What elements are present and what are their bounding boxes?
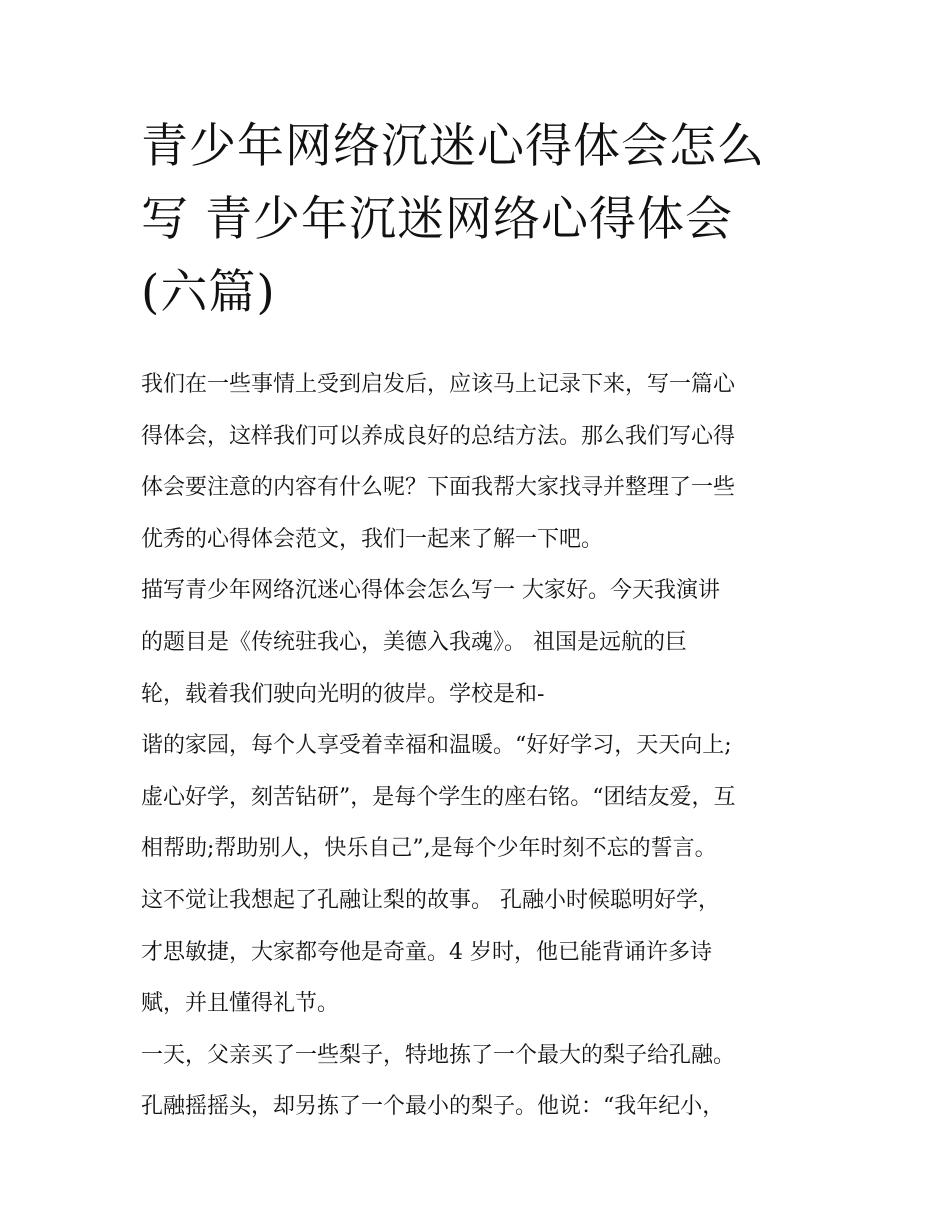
body-line: 谐的家园，每个人享受着幸福和温暖。“好好学习，天天向上; bbox=[141, 733, 732, 759]
body-line: 得体会，这样我们可以养成良好的总结方法。那么我们写心得 bbox=[141, 423, 736, 449]
body-line: 的题目是《传统驻我心，美德入我魂》。 祖国是远航的巨 bbox=[141, 629, 687, 655]
body-line: 轮，载着我们驶向光明的彼岸。学校是和- bbox=[141, 681, 545, 707]
body-line: 这不觉让我想起了孔融让梨的故事。 孔融小时候聪明好学， bbox=[141, 887, 720, 913]
body-line: 一天，父亲买了一些梨子，特地拣了一个最大的梨子给孔融。 bbox=[141, 1042, 736, 1068]
body-line: 体会要注意的内容有什么呢？下面我帮大家找寻并整理了一些 bbox=[141, 475, 736, 501]
body-line: 我们在一些事情上受到启发后，应该马上记录下来，写一篇心 bbox=[141, 372, 736, 397]
title-line: (六篇) bbox=[141, 265, 276, 320]
body-line: 相帮助;帮助别人，快乐自己”,是每个少年时刻不忘的誓言。 bbox=[141, 836, 717, 862]
body-line: 描写青少年网络沉迷心得体会怎么写一 大家好。今天我演讲 bbox=[141, 578, 720, 604]
body-line: 优秀的心得体会范文，我们一起来了解一下吧。 bbox=[141, 526, 604, 552]
document-title bbox=[141, 110, 831, 329]
body-line: 孔融摇摇头，却另拣了一个最小的梨子。他说：“我年纪小， bbox=[141, 1094, 725, 1120]
title-line: 写 青少年沉迷网络心得体会 bbox=[141, 192, 733, 247]
body-line: 才思敏捷，大家都夸他是奇童。4 岁时，他已能背诵许多诗 bbox=[141, 939, 712, 965]
title-line: 青少年网络沉迷心得体会怎么 bbox=[141, 119, 765, 174]
body-line: 赋，并且懂得礼节。 bbox=[141, 991, 340, 1017]
document-body bbox=[141, 359, 841, 1133]
body-line: 虚心好学，刻苦钻研”，是每个学生的座右铭。“团结友爱，互 bbox=[141, 784, 736, 810]
